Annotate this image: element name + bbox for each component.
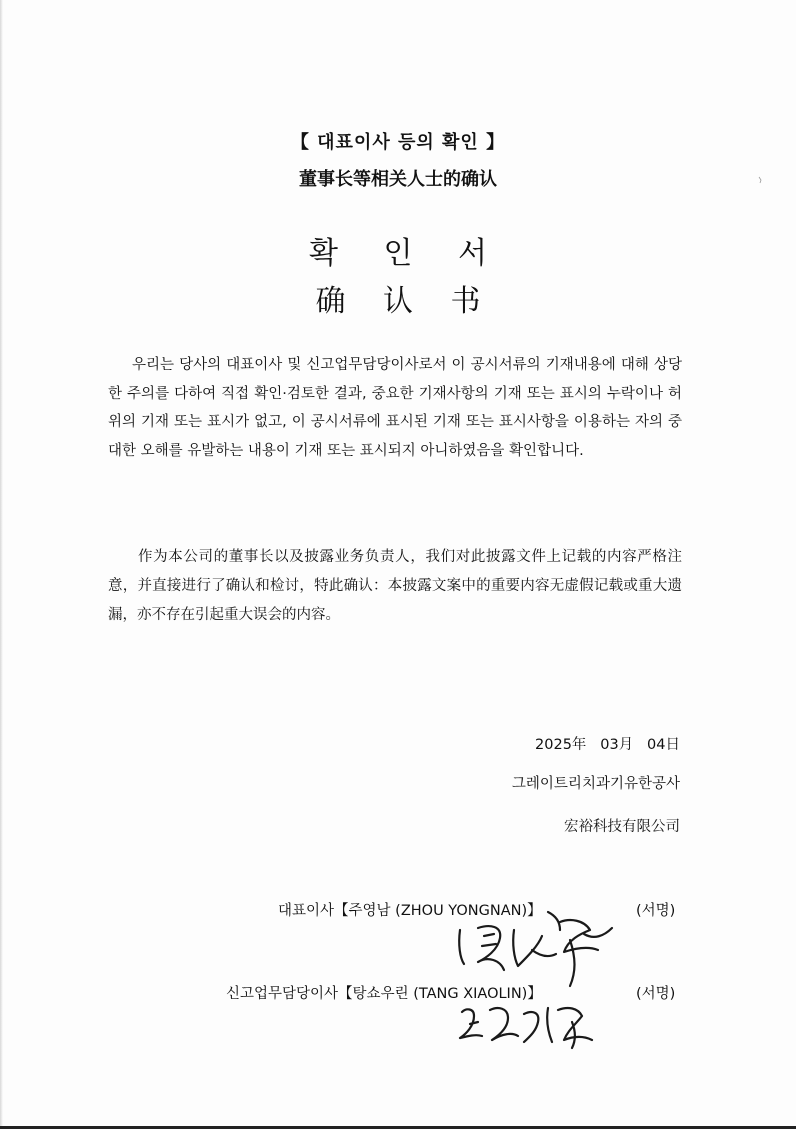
title-korean: 확 인 서 xyxy=(308,236,505,271)
signatory-ceo-line: 대표이사【주영남 (ZHOU YONGNAN)】 xyxy=(278,903,542,919)
signatory-disclosure-officer-line: 신고업무담당이사【탕쇼우린 (TANG XIAOLIN)】 xyxy=(226,986,542,1002)
signatory-ceo-seal-label: (서명) xyxy=(636,903,676,919)
title-chinese: 确 认 书 xyxy=(315,284,495,319)
signature-ceo xyxy=(448,900,618,990)
paragraph-chinese: 作为本公司的董事长以及披露业务负责人，我们对此披露文件上记载的内容严格注意，并直接进行了确认和检讨，特此确认：本披露文案中的重要内容无虚假记载或重大遗漏，亦不存在引起重大误会的内容。 xyxy=(108,549,682,623)
header-korean: 【 대표이사 등의 확인 】 xyxy=(290,132,506,153)
signature-disclosure-officer xyxy=(452,990,602,1050)
signatory-disclosure-officer-seal-label: (서명) xyxy=(636,986,676,1002)
company-name-korean: 그레이트리치과기유한공사 xyxy=(511,776,680,792)
header-chinese: 董事长等相关人士的确认 xyxy=(299,169,497,190)
scan-speck xyxy=(758,176,762,184)
company-name-chinese: 宏裕科技有限公司 xyxy=(564,819,680,835)
paragraph-korean: 우리는 당사의 대표이사 및 신고업무담당이사로서 이 공시서류의 기재내용에 대해 상당한 주의를 다하여 직접 확인·검토한 결과, 중요한 기재사항의 기재 또는 표시의 누락이나 허위의 기재 또는 표시가 없고, 이 공시서류에 표시된 기재 또는 표시사항을 이용하는 자의 중대한 오해를 유발하는 내용이 기재 또는 표시되지 아니하였음을 확인합니다. xyxy=(108,357,682,459)
document-date: 2025年 03月 04日 xyxy=(535,737,680,753)
